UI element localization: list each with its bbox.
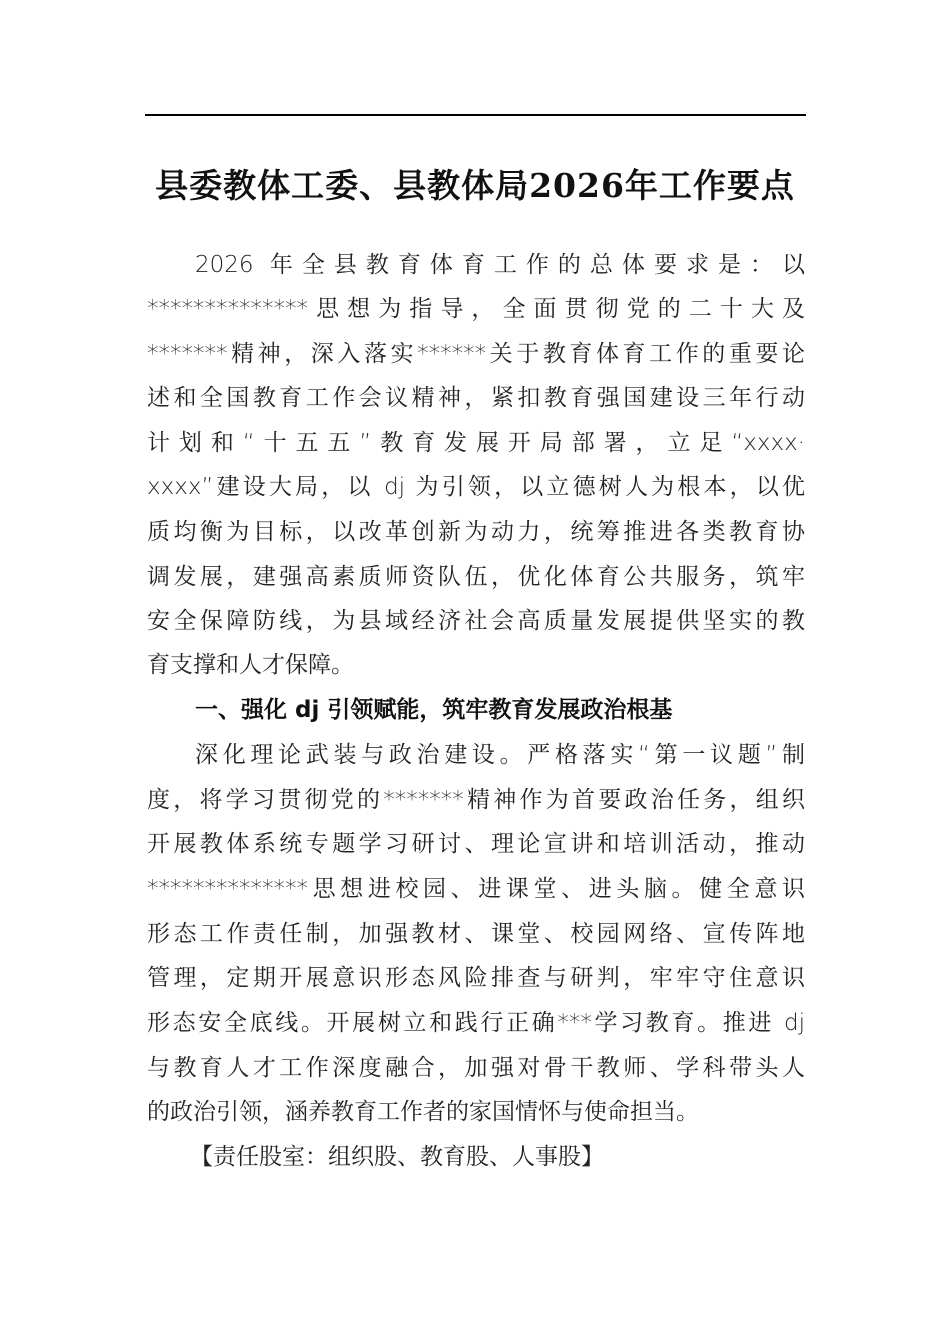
text-line: 育支撑和人才保障。: [147, 652, 354, 678]
header-rule: [145, 114, 806, 116]
text-line: **************思想为指导，全面贯彻党的二十大及: [147, 296, 805, 322]
text-line: **************思想进校园、进课堂、进头脑。健全意识: [147, 876, 805, 902]
document-title: 县委教体工委、县教体局2026年工作要点: [155, 166, 795, 205]
text-line: 述和全国教育工作会议精神，紧扣教育强国建设三年行动: [147, 385, 805, 411]
text-line: 形态工作责任制，加强教材、课堂、校园网络、宣传阵地: [147, 921, 805, 947]
text-line: 质均衡为目标，以改革创新为动力，统筹推进各类教育协: [147, 519, 805, 545]
text-line: 安全保障防线，为县域经济社会高质量发展提供坚实的教: [147, 608, 805, 634]
section-heading: 一、强化 dj 引领赋能，筑牢教育发展政治根基: [195, 697, 673, 723]
text-line: 2026 年全县教育体育工作的总体要求是：以: [195, 252, 805, 278]
text-line: 计划和“十五五”教育发展开局部署，立足“xxxx·: [147, 430, 805, 456]
text-line: 调发展，建强高素质师资队伍，优化体育公共服务，筑牢: [147, 564, 805, 590]
text-line: 深化理论武装与政治建设。严格落实“第一议题”制: [195, 742, 805, 768]
responsible-departments: 【责任股室：组织股、教育股、人事股】: [190, 1144, 604, 1170]
text-line: 管理，定期开展意识形态风险排查与研判，牢牢守住意识: [147, 965, 805, 991]
text-line: 开展教体系统专题学习研讨、理论宣讲和培训活动，推动: [147, 831, 805, 857]
text-line: xxxx”建设大局，以 dj 为引领，以立德树人为根本，以优: [147, 474, 805, 500]
text-line: 形态安全底线。开展树立和践行正确***学习教育。推进 dj: [147, 1010, 805, 1036]
text-line: *******精神，深入落实******关于教育体育工作的重要论: [147, 341, 805, 367]
text-line: 与教育人才工作深度融合，加强对骨干教师、学科带头人: [147, 1055, 805, 1081]
text-line: 度，将学习贯彻党的*******精神作为首要政治任务，组织: [147, 787, 805, 813]
text-line: 的政治引领，涵养教育工作者的家国情怀与使命担当。: [147, 1099, 699, 1125]
